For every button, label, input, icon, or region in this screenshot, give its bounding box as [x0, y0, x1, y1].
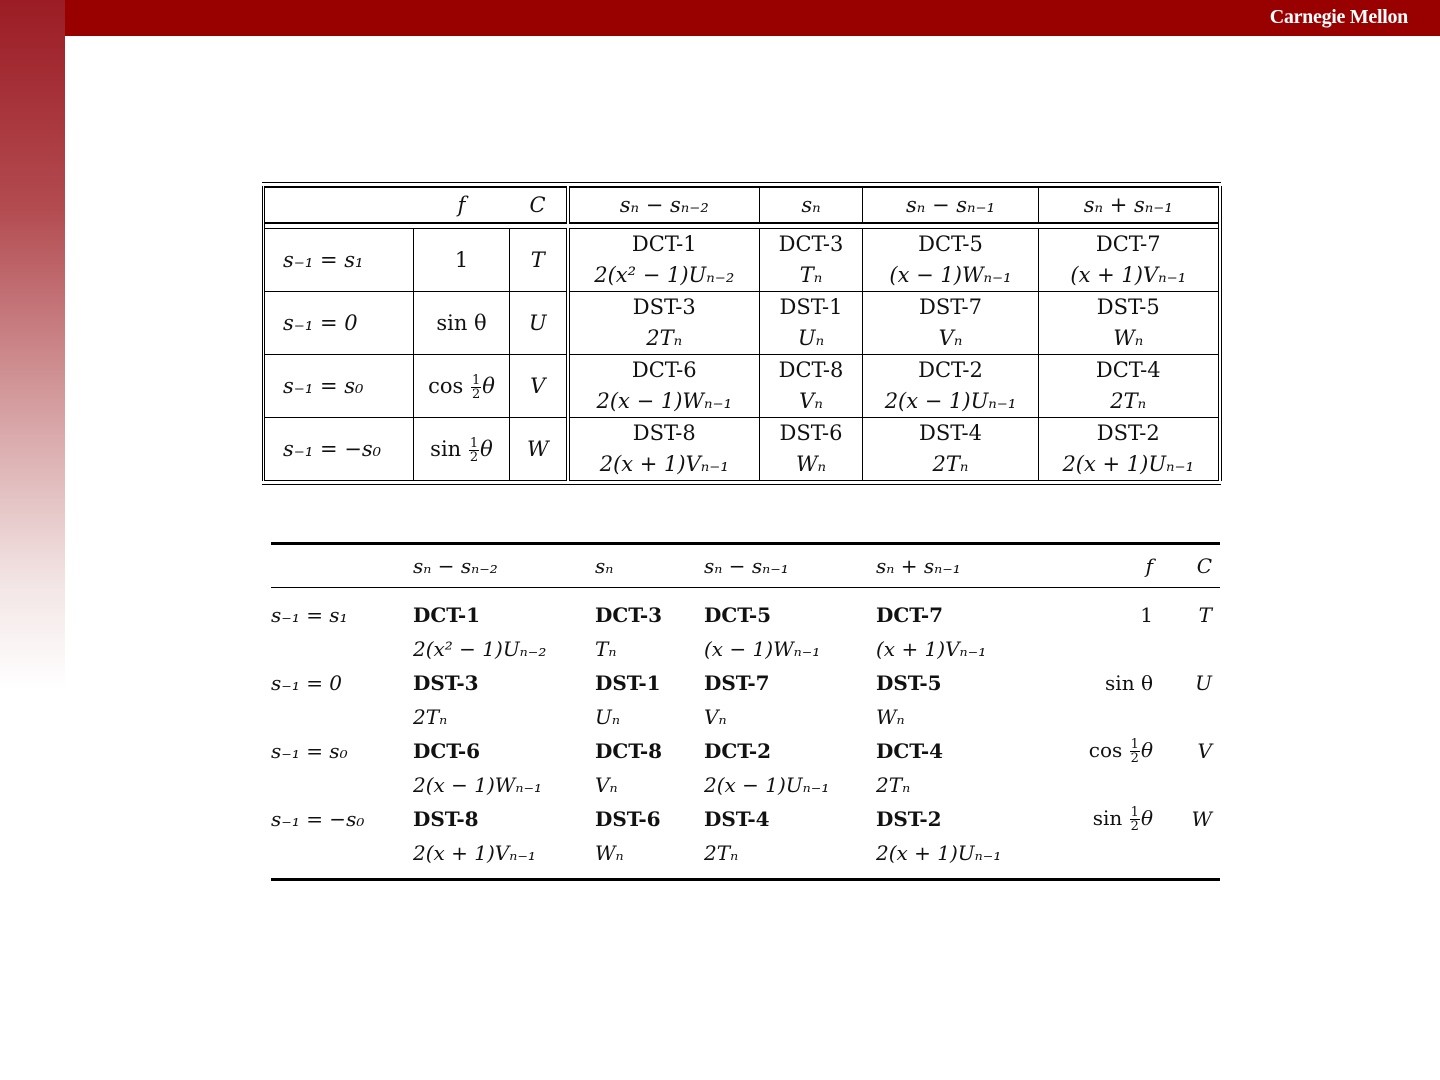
row-c: U — [510, 292, 568, 355]
transform-cell — [863, 292, 1039, 355]
transform-name: DST-2 — [1096, 421, 1160, 445]
transform-name: DST-1 — [595, 671, 661, 695]
transform-expr: Wₙ — [795, 452, 827, 476]
row-condition: s₋₁ = s₁ — [271, 603, 348, 627]
row-condition: s₋₁ = −s₀ — [271, 807, 365, 831]
transform-name: DCT-3 — [778, 232, 844, 256]
row-condition: s₋₁ = 0 — [264, 292, 414, 355]
transform-expr: Uₙ — [595, 705, 620, 729]
header-bar — [65, 0, 1440, 36]
transform-expr: Wₙ — [876, 705, 905, 729]
transform-cell — [568, 418, 760, 481]
table2-expr-row — [271, 836, 1220, 880]
transform-expr: Vₙ — [595, 773, 618, 797]
transform-expr: 2(x − 1)Uₙ₋₁ — [884, 389, 1017, 413]
table1-row — [264, 229, 1220, 292]
transform-expr: 2Tₙ — [704, 841, 739, 865]
transform-expr: 2Tₙ — [1110, 389, 1147, 413]
transform-expr: Uₙ — [797, 326, 825, 350]
transform-expr: 2(x² − 1)Uₙ₋₂ — [594, 263, 735, 287]
trig-transforms-table-booktabs — [271, 542, 1220, 881]
transform-name: DST-1 — [779, 295, 843, 319]
transform-name: DCT-5 — [704, 603, 772, 627]
row-condition: s₋₁ = −s₀ — [264, 418, 414, 481]
cmu-logo: Carnegie Mellon — [1269, 6, 1408, 28]
table2-header-sn: sₙ — [595, 544, 704, 588]
table1-header-row — [264, 187, 1220, 223]
table1-header-f: f — [414, 187, 510, 223]
transform-name: DST-3 — [632, 295, 696, 319]
transform-cell — [1039, 418, 1220, 481]
transform-name: DCT-3 — [595, 603, 663, 627]
transform-cell — [568, 355, 760, 418]
row-condition: s₋₁ = s₀ — [271, 739, 348, 763]
transform-expr: 2Tₙ — [413, 705, 448, 729]
transform-expr: Vₙ — [799, 389, 823, 413]
transform-cell — [760, 418, 863, 481]
transform-expr: 2(x + 1)Uₙ₋₁ — [1062, 452, 1195, 476]
transform-expr: Vₙ — [704, 705, 727, 729]
row-condition: s₋₁ = 0 — [271, 671, 343, 695]
table1-header-sn-plus-sn1: sₙ + sₙ₋₁ — [1039, 187, 1220, 223]
transform-cell — [760, 292, 863, 355]
table2-header-sn-minus-sn1: sₙ − sₙ₋₁ — [704, 544, 876, 588]
transform-cell — [1039, 292, 1220, 355]
table2-header-c: C — [1161, 544, 1220, 588]
transform-name: DST-4 — [919, 421, 982, 445]
row-c: W — [510, 418, 568, 481]
table2-row — [271, 802, 1220, 836]
row-c: V — [1197, 739, 1212, 763]
transform-name: DST-8 — [413, 807, 479, 831]
row-c: W — [1191, 807, 1212, 831]
transform-expr: Wₙ — [595, 841, 624, 865]
transform-expr: (x − 1)Wₙ₋₁ — [704, 637, 821, 661]
table2-row — [271, 734, 1220, 768]
transform-cell — [760, 355, 863, 418]
transform-name: DCT-7 — [876, 603, 944, 627]
table1-row — [264, 292, 1220, 355]
transform-expr: (x + 1)Vₙ₋₁ — [876, 637, 987, 661]
transform-cell — [1039, 229, 1220, 292]
row-f: cos $\frac{1}{2}$ θ — [414, 355, 510, 418]
table1-header-sn-minus-sn1: sₙ − sₙ₋₁ — [863, 187, 1039, 223]
row-condition: s₋₁ = s₀ — [264, 355, 414, 418]
transform-expr: (x − 1)Wₙ₋₁ — [889, 263, 1012, 287]
row-condition: s₋₁ = s₁ — [264, 229, 414, 292]
transform-name: DST-3 — [413, 671, 479, 695]
transform-name: DST-8 — [632, 421, 696, 445]
table1-header-sn-minus-sn2: sₙ − sₙ₋₂ — [568, 187, 760, 223]
table2-header-sn-plus-sn1: sₙ + sₙ₋₁ — [876, 544, 1066, 588]
transform-expr: 2(x + 1)Uₙ₋₁ — [876, 841, 1002, 865]
transform-name: DCT-4 — [1095, 358, 1161, 382]
transform-name: DCT-2 — [918, 358, 983, 382]
row-c: V — [510, 355, 568, 418]
table2-header-row — [271, 544, 1220, 588]
transform-name: DCT-4 — [876, 739, 944, 763]
transform-expr: 2Tₙ — [876, 773, 911, 797]
table2-header-sn-minus-sn2: sₙ − sₙ₋₂ — [413, 544, 595, 588]
transform-expr: 2(x − 1)Wₙ₋₁ — [413, 773, 543, 797]
transform-name: DST-6 — [595, 807, 661, 831]
sidebar-gradient — [0, 0, 65, 690]
row-f: sin θ — [1105, 671, 1153, 695]
transform-name: DCT-8 — [595, 739, 663, 763]
transform-cell — [863, 229, 1039, 292]
transform-name: DST-5 — [876, 671, 942, 695]
transform-expr: 2(x − 1)Uₙ₋₁ — [704, 773, 830, 797]
transform-name: DCT-8 — [778, 358, 844, 382]
transform-cell — [568, 292, 760, 355]
table2-row — [271, 588, 1220, 633]
table1-row — [264, 355, 1220, 418]
transform-name: DCT-7 — [1095, 232, 1161, 256]
row-f: sin θ — [414, 292, 510, 355]
transform-expr: 2(x − 1)Wₙ₋₁ — [596, 389, 732, 413]
transform-name: DST-7 — [919, 295, 982, 319]
row-c: T — [1198, 603, 1212, 627]
row-f: sin $\frac{1}{2}$ θ — [414, 418, 510, 481]
table1-header-sn: sₙ — [760, 187, 863, 223]
row-c: U — [1195, 671, 1212, 695]
transform-name: DCT-5 — [918, 232, 983, 256]
transform-expr: 2(x + 1)Vₙ₋₁ — [413, 841, 536, 865]
transform-expr: Tₙ — [799, 263, 823, 287]
transform-name: DCT-1 — [413, 603, 481, 627]
transform-expr: Tₙ — [595, 637, 617, 661]
transform-name: DCT-6 — [631, 358, 697, 382]
transform-expr: (x + 1)Vₙ₋₁ — [1070, 263, 1187, 287]
transform-name: DST-4 — [704, 807, 770, 831]
row-f: 1 — [1140, 603, 1153, 627]
transform-cell — [568, 229, 760, 292]
transform-name: DCT-6 — [413, 739, 481, 763]
transform-cell — [863, 418, 1039, 481]
table1-header-blank — [264, 187, 414, 223]
table2-expr-row — [271, 768, 1220, 802]
table1-header-c: C — [510, 187, 568, 223]
table2-expr-row — [271, 700, 1220, 734]
transform-name: DST-5 — [1096, 295, 1160, 319]
row-f: cos $\frac{1}{2}$ θ — [1088, 736, 1153, 766]
transform-expr: Wₙ — [1113, 326, 1144, 350]
transform-expr: 2(x² − 1)Uₙ₋₂ — [413, 637, 547, 661]
transform-cell — [863, 355, 1039, 418]
transform-name: DCT-1 — [631, 232, 697, 256]
boxed-table — [262, 186, 1222, 481]
table2-row — [271, 666, 1220, 700]
transform-name: DCT-2 — [704, 739, 772, 763]
transform-expr: 2Tₙ — [932, 452, 969, 476]
table2-header-f: f — [1066, 544, 1161, 588]
transform-cell — [760, 229, 863, 292]
transform-name: DST-6 — [779, 421, 843, 445]
transform-expr: 2Tₙ — [646, 326, 683, 350]
table2-header-blank — [271, 544, 413, 588]
transform-expr: Vₙ — [938, 326, 963, 350]
row-c: T — [510, 229, 568, 292]
trig-transforms-table-boxed — [262, 182, 1221, 485]
table2-expr-row — [271, 632, 1220, 666]
transform-cell — [1039, 355, 1220, 418]
transform-name: DST-7 — [704, 671, 770, 695]
transform-expr: 2(x + 1)Vₙ₋₁ — [599, 452, 729, 476]
row-f: sin $\frac{1}{2}$ θ — [1092, 804, 1153, 834]
row-f: 1 — [414, 229, 510, 292]
transform-name: DST-2 — [876, 807, 942, 831]
table1-row — [264, 418, 1220, 481]
